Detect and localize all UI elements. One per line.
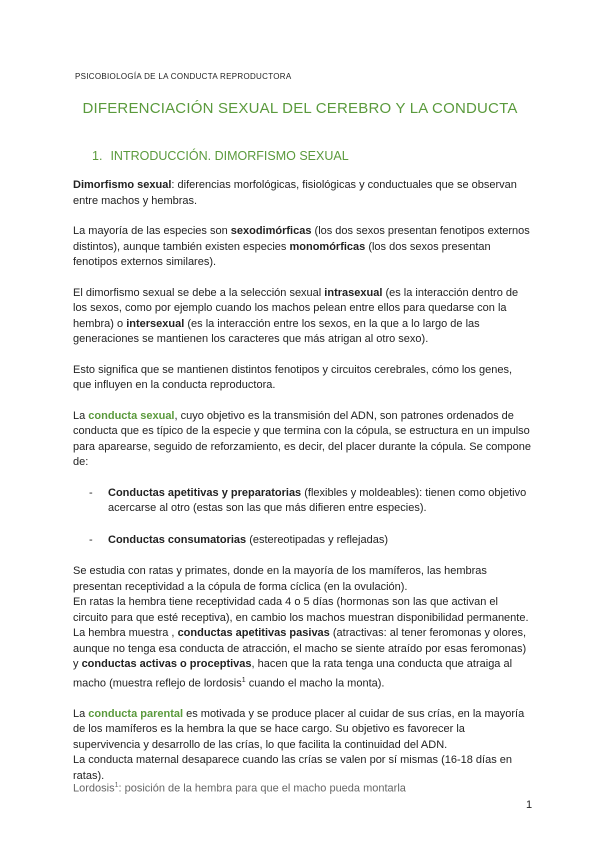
document-body [73,178,533,799]
paragraph-conducta-sexual [73,409,533,471]
paragraph-sexodimorficas [73,224,533,271]
paragraph-receptividad: En ratas la hembra tiene receptividad cada 4 o 5 días (hormonas son las que activan el circuito para que esté receptiva), en cambio los machos muestran disponibilidad permanente. [73,596,529,624]
paragraph-text: es motivada y se produce placer al cuidar de sus crías, en la mayoría de los mamíferos es la hembra la que se hace cargo. Su objetivo es favorecer la supervivencia y desarrollo de las crías, lo que facilita la continuidad del ADN. [73,707,525,751]
footnote-term: Lordosis [73,782,115,795]
section-number: 1. [92,149,103,163]
paragraph-text: (los dos sexos presentan fenotipos externos distintos), aunque también existen especies [73,225,530,253]
footnote-marker: 1 [114,782,119,789]
list-bullet: - [89,533,93,546]
paragraph-conducta-maternal: La conducta maternal desaparece cuando las crías se valen por sí mismas (16-18 días en ratas). [73,754,513,782]
paragraph-dimorfismo [73,178,533,209]
list-item-term: Conductas consumatorias [108,533,247,546]
paragraph-text: , hacen que la rata tenga una conducta que atraiga al macho (muestra reflejo de lordosis [73,658,513,690]
term-activas-proceptivas: conductas activas o proceptivas [81,658,252,670]
paragraph-text: La [73,707,89,720]
list-bullet: - [89,486,93,499]
section-heading [92,149,349,163]
paragraph-ratas-primates: Se estudia con ratas y primates, donde en la mayoría de los mamíferos, las hembras presentan receptividad a la cópula de forma cíclica (en la ovulación). [73,565,487,593]
list-item-text: (flexibles y moldeables): tienen como objetivo acercarse al otro (estas son las que más difieren entre especies). [108,486,527,514]
paragraph-text: (es la interacción dentro de los sexos, como por ejemplo cuando los machos pelean entre ellos para quedarse con la hembra) o [73,286,519,330]
term-intersexual: intersexual [126,317,185,330]
paragraph-text: La mayoría de las especies son [73,225,231,237]
paragraph-conducta-parental [73,707,533,754]
page-number: 1 [526,799,533,811]
paragraph-text: (los dos sexos presentan fenotipos externos similares). [73,240,491,268]
term-dimorfismo: Dimorfismo sexual [73,179,172,191]
list-item-text: (estereotipadas y reflejadas) [246,533,388,546]
term-apetitivas-pasivas: conductas apetitivas pasivas [177,627,330,639]
list-item [73,486,533,517]
paragraph-seleccion-sexual [73,286,533,348]
paragraph-text: , cuyo objetivo es la transmisión del ADN, son patrones ordenados de conducta que es típico de la especie y que termina con la cópula, se estructura en un impulso para aparearse, seguido de reforzamiento, es decir, del placer durante la cópula. Se compone de: [73,409,532,468]
list-item-term: Conductas apetitivas y preparatorias [108,486,302,499]
document-title: DIFERENCIACIÓN SEXUAL DEL CEREBRO Y LA CONDUCTA [82,100,518,117]
section-title-text: INTRODUCCIÓN. DIMORFISMO SEXUAL [110,149,349,163]
term-monomorficas: monomórficas [289,240,366,253]
paragraph-text: La [73,409,89,422]
term-conducta-parental: conducta parental [88,707,184,720]
term-sexodimorficas: sexodimórficas [230,225,312,237]
paragraph-text: : diferencias morfológicas, fisiológicas y conductuales que se observan entre machos y hembras. [73,179,517,207]
paragraph-fenotipos: Esto significa que se mantienen distintos fenotipos y circuitos cerebrales, cómo los genes, que influyen en la conducta reproductora. [73,363,513,391]
paragraph-hembra-muestra [73,626,533,692]
footnote [73,782,406,795]
paragraph-text: cuando el macho la monta). [245,677,385,690]
term-conducta-sexual: conducta sexual [88,409,175,422]
footnote-text: : posición de la hembra para que el macho pueda montarla [118,782,406,795]
conducta-list [73,486,533,549]
running-header: PSICOBIOLOGÍA DE LA CONDUCTA REPRODUCTORA [75,72,292,81]
paragraph-text: (atractivas: al tener feromonas y olores, aunque no tenga esa conducta de atracción, el macho se siente atraído por esas feromonas) y [73,627,527,670]
paragraph-text: El dimorfismo sexual se debe a la selección sexual [73,286,325,299]
paragraph-text: La hembra muestra , [73,627,178,639]
paragraph-text: (es la interacción entre los sexos, en la que a lo largo de las generaciones se mantienen los caracteres que más atrigan al otro sexo). [73,317,480,345]
list-item [73,533,533,549]
footnote-ref: 1 [241,676,246,684]
term-intrasexual: intrasexual [324,286,383,299]
